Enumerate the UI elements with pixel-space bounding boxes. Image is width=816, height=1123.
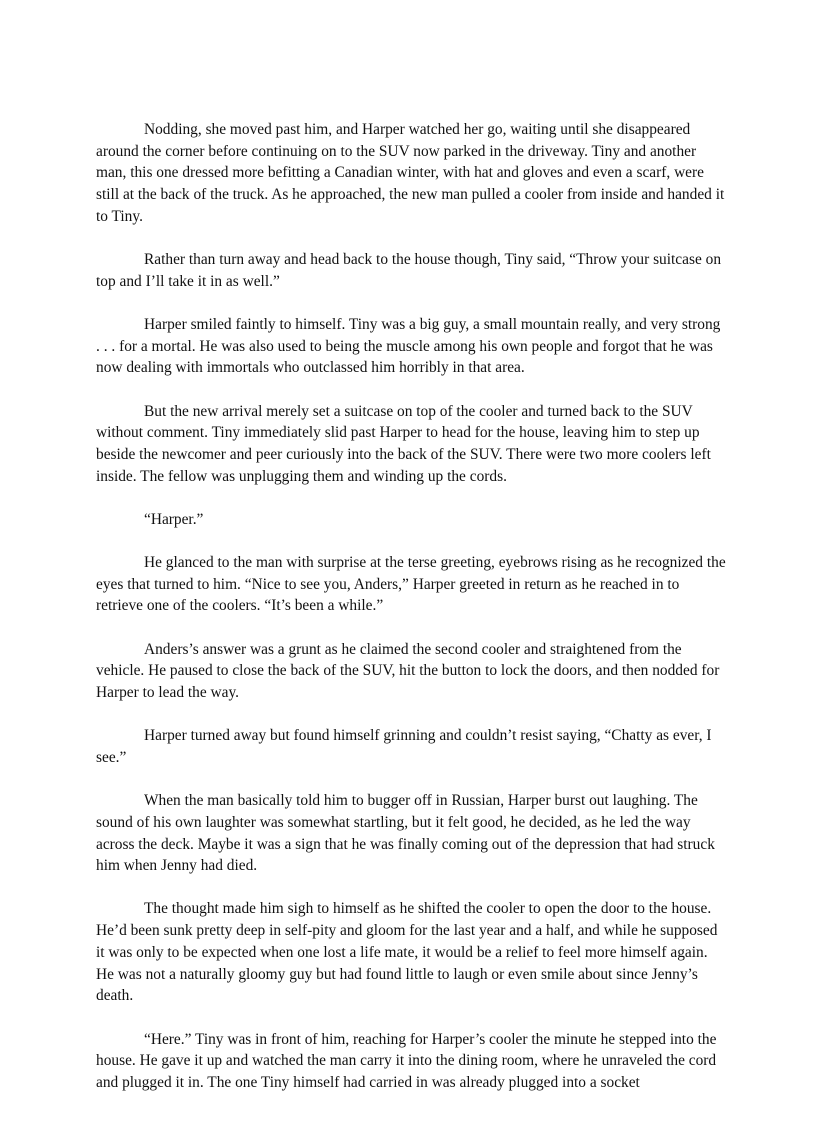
document-page — [96, 119, 726, 1115]
paragraph-10: The thought made him sigh to himself as he shifted the cooler to open the door to the house. He’d been sunk pretty deep in self-pity and gloom for the last year and a half, and while he supposed it was only to be expected when one lost a life mate, it would be a relief to feel more himself again. He was not a naturally gloomy guy but had found little to laugh or even smile about since Jenny’s death. — [96, 900, 718, 1005]
paragraph-4: But the new arrival merely set a suitcase on top of the cooler and turned back to the SUV without comment. Tiny immediately slid past Harper to head for the house, leaving him to step up beside the newcomer and peer curiously into the back of the SUV. There were two more coolers left inside. The fellow was unplugging them and winding up the cords. — [96, 402, 711, 485]
paragraph-5: “Harper.” — [144, 510, 204, 528]
paragraph-3: Harper smiled faintly to himself. Tiny was a big guy, a small mountain really, and very strong . . . for a mortal. He was also used to being the muscle among his own people and forgot that he was now dealing with immortals who outclassed him horribly in that area. — [96, 315, 721, 377]
paragraph-1: Nodding, she moved past him, and Harper watched her go, waiting until she disappeared around the corner before continuing on to the SUV now parked in the driveway. Tiny and another man, this one dressed more befitting a Canadian winter, with hat and gloves and even a scarf, were still at the back of the truck. As he approached, the new man pulled a cooler from inside and handed it to Tiny. — [96, 121, 725, 225]
paragraph-8: Harper turned away but found himself grinning and couldn’t resist saying, “Chatty as ever, I see.” — [96, 727, 712, 766]
paragraph-7: Anders’s answer was a grunt as he claimed the second cooler and straightened from the vehicle. He paused to close the back of the SUV, hit the button to lock the doors, and then nodded for Harper to lead the way. — [96, 640, 720, 702]
paragraph-6: He glanced to the man with surprise at the terse greeting, eyebrows rising as he recognized the eyes that turned to him. “Nice to see you, Anders,” Harper greeted in return as he reached in to retrieve one of the coolers. “It’s been a while.” — [96, 554, 726, 615]
paragraph-2: Rather than turn away and head back to the house though, Tiny said, “Throw your suitcase on top and I’ll take it in as well.” — [96, 251, 722, 290]
paragraph-11: “Here.” Tiny was in front of him, reaching for Harper’s cooler the minute he stepped into the house. He gave it up and watched the man carry it into the dining room, where he unraveled the cord and plugged it in. The one Tiny himself had carried in was already plugged into a socket — [96, 1030, 717, 1091]
paragraph-9: When the man basically told him to bugger off in Russian, Harper burst out laughing. The sound of his own laughter was somewhat startling, but it felt good, he decided, as he led the way across the deck. Maybe it was a sign that he was finally coming out of the depression that had struck him when Jenny had died. — [96, 792, 715, 875]
